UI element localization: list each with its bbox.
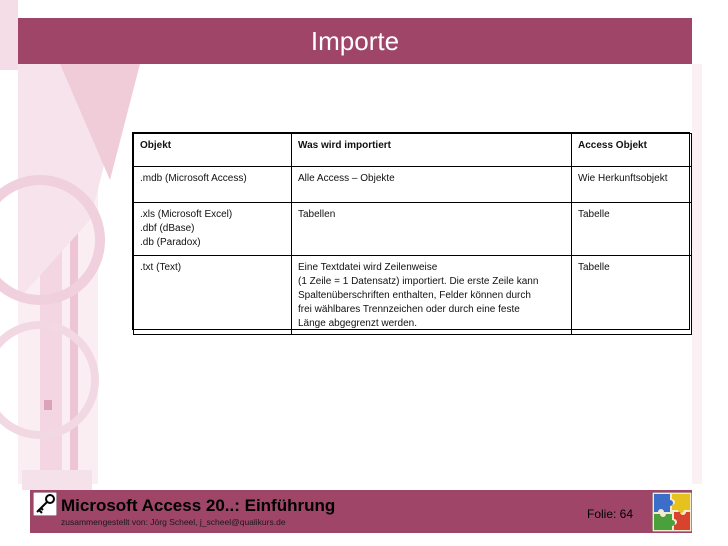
cell-line: Länge abgegrenzt werden. — [298, 318, 417, 329]
cell-line: (1 Zeile = 1 Datensatz) importiert. Die erste Zeile kann — [298, 276, 539, 287]
cell-importiert — [292, 203, 572, 256]
cell-line: .txt (Text) — [140, 262, 182, 273]
column-header-was-wird-importiert: Was wird importiert — [292, 134, 572, 167]
cell-access-objekt: Wie Herkunftsobjekt — [572, 167, 692, 203]
table-header-row — [134, 134, 692, 167]
cell-importiert — [292, 167, 572, 203]
cell-line: .xls (Microsoft Excel) — [140, 209, 233, 220]
cell-line: Alle Access – Objekte — [298, 173, 395, 184]
column-header-access-objekt: Access Objekt — [572, 134, 692, 167]
cell-objekt — [134, 203, 292, 256]
footer-title: Microsoft Access 20..: Einführung — [61, 496, 336, 515]
cell-objekt — [134, 167, 292, 203]
puzzle-icon — [652, 492, 692, 532]
cell-line: .mdb (Microsoft Access) — [140, 173, 247, 184]
cell-line: Tabellen — [298, 209, 336, 220]
cell-line: .dbf (dBase) — [140, 223, 195, 234]
cell-access-objekt: Tabelle — [572, 203, 692, 256]
key-icon — [33, 492, 57, 516]
footer-subtitle: zusammengestellt von: Jörg Scheel, j_scheel@qualikurs.de — [61, 517, 286, 527]
cell-importiert — [292, 256, 572, 335]
cell-objekt — [134, 256, 292, 335]
slide-title: Importe — [18, 18, 692, 64]
column-header-objekt: Objekt — [134, 134, 292, 167]
import-table — [132, 132, 690, 330]
cell-access-objekt: Tabelle — [572, 256, 692, 335]
cell-line: Spaltenüberschriften enthalten, Felder können durch — [298, 290, 531, 301]
slide-number: Folie: 64 — [587, 507, 634, 521]
table-row — [134, 256, 692, 335]
table-row — [134, 167, 692, 203]
cell-line: Eine Textdatei wird Zeilenweise — [298, 262, 438, 273]
table-row — [134, 203, 692, 256]
cell-line: .db (Paradox) — [140, 237, 201, 248]
cell-line: frei wählbares Trennzeichen oder durch eine feste — [298, 304, 520, 315]
